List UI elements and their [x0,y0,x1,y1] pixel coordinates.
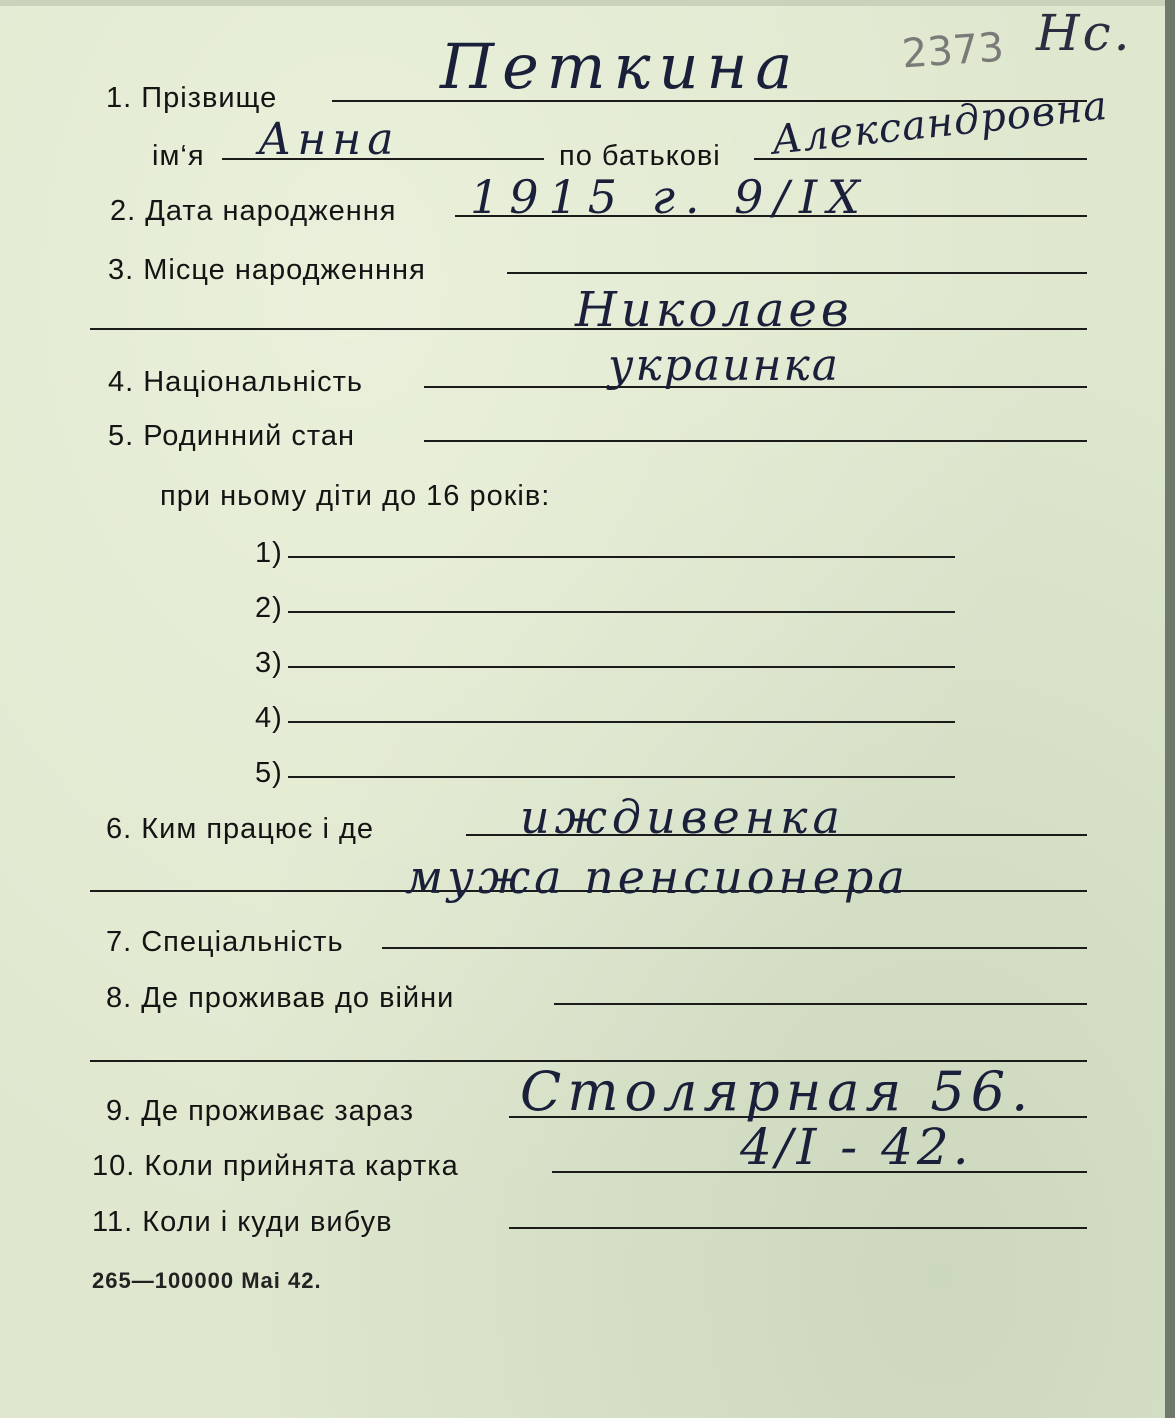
child-5-line [288,776,955,778]
surname-label: 1. Прізвище [106,82,278,114]
birth-date-value: 1915 г. 9/IX [470,170,870,224]
work-value-1: иждивенка [520,790,845,844]
registry-mark: Нс. [1036,4,1133,62]
current-residence-label: 9. Де проживає зараз [106,1095,415,1127]
patronymic-value: Александровна [769,82,1110,164]
card-date-label: 10. Коли прийнята картка [92,1150,459,1182]
child-1-line [288,556,955,558]
prewar-residence-line [554,1003,1087,1005]
speciality-label: 7. Спеціальність [106,926,344,958]
birth-place-value: Николаев [575,282,853,338]
print-code: 265—100000 Mai 42. [92,1268,322,1293]
child-4-label: 4) [255,702,283,734]
prewar-residence-label: 8. Де проживав до війни [106,982,455,1014]
nationality-label: 4. Національність [108,366,364,398]
work-value-2: мужа пенсионера [405,850,909,904]
registry-number: 2373 [900,24,1006,78]
speciality-line [382,947,1087,949]
child-3-line [288,666,955,668]
card-top-edge [0,0,1175,6]
current-residence-value: Столярная 56. [520,1060,1035,1123]
child-2-line [288,611,955,613]
patronymic-label: по батькові [559,140,721,172]
child-2-label: 2) [255,592,283,624]
birth-date-label: 2. Дата народження [110,195,397,227]
child-1-label: 1) [255,537,283,569]
work-label: 6. Ким працює і де [106,813,375,845]
first-name-value: Анна [258,114,400,165]
child-4-line [288,721,955,723]
departure-line [509,1227,1087,1229]
children-label: при ньому діти до 16 років: [160,480,551,512]
birth-place-label: 3. Місце народженння [108,254,426,286]
surname-value: Петкина [440,30,801,103]
card-right-edge [1165,0,1175,1418]
departure-label: 11. Коли і куди вибув [92,1206,393,1238]
nationality-value: украинка [608,340,841,391]
birth-place-line [507,272,1087,274]
family-status-line [424,440,1087,442]
card-date-value: 4/I - 42. [740,1118,973,1176]
first-name-label: ім‘я [152,140,205,172]
child-5-label: 5) [255,757,283,789]
family-status-label: 5. Родинний стан [108,420,356,452]
child-3-label: 3) [255,647,283,679]
